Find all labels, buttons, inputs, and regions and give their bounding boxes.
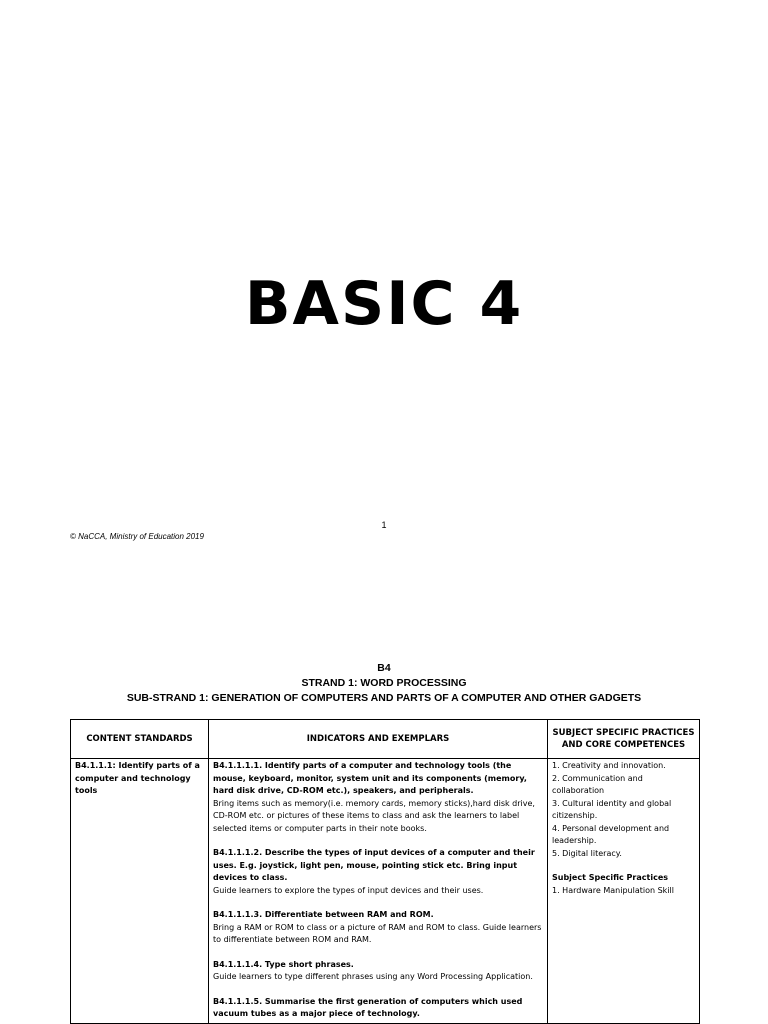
core-competences-list xyxy=(552,760,695,860)
header-competences: SUBJECT SPECIFIC PRACTICES AND CORE COMPETENCES xyxy=(548,720,700,759)
list-item: 5. Digital literacy. xyxy=(552,848,622,858)
competences-cell xyxy=(548,759,700,1024)
indicators-cell xyxy=(209,759,548,1024)
indicator-exemplar: Guide learners to explore the types of input devices and their uses. xyxy=(213,885,484,895)
practices-list xyxy=(552,885,695,898)
section-heading xyxy=(0,661,768,706)
indicator-item xyxy=(213,760,543,835)
grade-label: B4 xyxy=(377,662,391,674)
indicator-item xyxy=(213,847,543,897)
indicator-exemplar: Guide learners to type different phrases using any Word Processing Application. xyxy=(213,972,533,981)
practices-heading: Subject Specific Practices xyxy=(552,873,669,882)
header-content-standards: CONTENT STANDARDS xyxy=(71,720,209,759)
indicator-title: B4.1.1.1.4. Type short phrases. xyxy=(213,959,354,969)
indicator-exemplar: Bring items such as memory(i.e. memory cards, memory sticks),hard disk drive, CD-ROM etc. or pictures of these items to class and ask the learners to label selected items or computer parts in their note books. xyxy=(213,798,535,833)
indicator-title: B4.1.1.1.1. Identify parts of a computer and technology tools (the mouse, keyboard, monitor, system unit and its components (memory, hard disk drive, CD-ROM etc.), speakers, and peripherals. xyxy=(213,761,527,795)
indicator-item xyxy=(213,959,543,984)
table-header-row xyxy=(71,720,700,759)
indicator-title: B4.1.1.1.3. Differentiate between RAM and ROM. xyxy=(213,910,434,919)
content-standard-cell: B4.1.1.1: Identify parts of a computer and technology tools xyxy=(71,759,209,1024)
list-item: 3. Cultural identity and global citizenship. xyxy=(552,798,672,820)
table-row xyxy=(71,759,700,1024)
list-item: 2. Communication and collaboration xyxy=(552,773,643,795)
page-number: 1 xyxy=(381,520,387,530)
indicator-exemplar: Bring a RAM or ROM to class or a picture of RAM and ROM to class. Guide learners to differentiate between ROM and RAM. xyxy=(213,922,542,944)
list-item: 4. Personal development and leadership. xyxy=(552,823,670,845)
sub-strand-title: SUB-STRAND 1: GENERATION OF COMPUTERS AND PARTS OF A COMPUTER AND OTHER GADGETS xyxy=(126,692,642,704)
indicator-item xyxy=(213,996,543,1021)
list-item: 1. Creativity and innovation. xyxy=(552,761,666,770)
indicator-title: B4.1.1.1.2. Describe the types of input devices of a computer and their uses. E.g. joystick, light pen, mouse, pointing stick etc. Bring input devices to class. xyxy=(213,848,535,882)
list-item: 1. Hardware Manipulation Skill xyxy=(552,885,674,895)
indicator-title: B4.1.1.1.5. Summarise the first generation of computers which used vacuum tubes as a major piece of technology. xyxy=(213,996,523,1018)
page-title: BASIC 4 xyxy=(244,269,524,339)
copyright-notice: © NaCCA, Ministry of Education 2019 xyxy=(70,532,204,541)
curriculum-table xyxy=(70,719,700,1024)
indicator-item xyxy=(213,909,543,947)
strand-title: STRAND 1: WORD PROCESSING xyxy=(301,677,467,689)
header-indicators: INDICATORS AND EXEMPLARS xyxy=(209,720,548,759)
